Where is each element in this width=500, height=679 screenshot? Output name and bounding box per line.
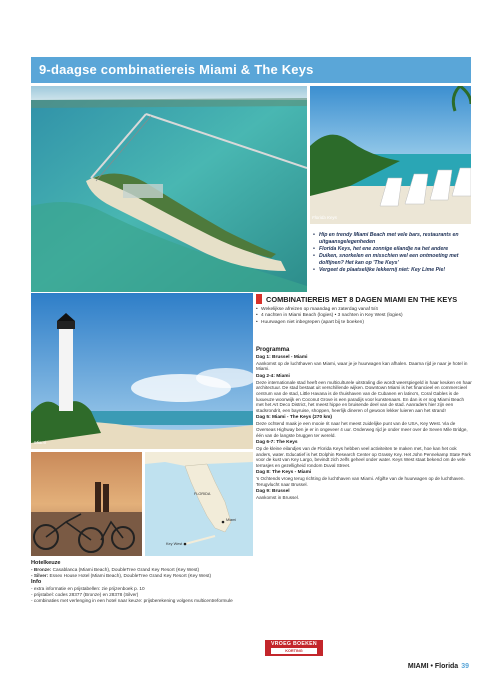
fact-item: • Huurwagen niet inbegrepen (apart bij te boeken) [256, 320, 470, 326]
day-title: Dag 2-4: Miami [256, 373, 290, 379]
bronze-label: - Bronze: [31, 567, 52, 572]
facts-list [256, 307, 470, 326]
page-footer [408, 663, 469, 670]
hotel-heading: Hotelkeuze [31, 560, 61, 566]
info-item: - combinaties met verlenging in een hotel naar keuze: prijsberekening volgens multicentreformule [31, 597, 233, 603]
fact-item: • 4 nachten in Miami Beach (logies) • 3 nachten in Key West (logies) [256, 313, 470, 319]
section-title: COMBINATIEREIS MET 8 DAGEN MIAMI EN THE KEYS [266, 294, 458, 304]
highlight-item: • Hip en trendy Miami Beach met vele bars, restaurants en uitgaansgelegenheden [313, 232, 471, 246]
day-item [256, 374, 472, 414]
day-text: 's Ochtends vroeg terug richting de luchthaven van Miami. Afgifte van de huurwagen op de luchthaven. Terugvlucht naar Brussel. [256, 476, 465, 488]
aerial-bridge-photo [31, 86, 307, 292]
fact-item: • Wekelijkse afreizen op maandag en zaterdag vanaf 5/4 [256, 307, 470, 313]
info-item: - extra informatie en prijstabellen: zie prijzenboek p. 10 [31, 585, 145, 591]
footer-text: MIAMI • Florida [407, 663, 459, 670]
highlight-item: • Duiken, snorkelen en misschien wel een ontmoeting met dolfijnen? Het kan op 'The Keys' [313, 253, 471, 267]
map-label-miami: Miami [226, 518, 237, 522]
day-title: Dag 8: The Keys - Miami [256, 470, 312, 476]
day-title: Dag 9: Brussel [256, 489, 290, 495]
day-item [256, 489, 472, 501]
day-title: Dag 1: Brussel - Miami [256, 354, 308, 360]
map-label-florida: FLORIDA [194, 492, 211, 496]
map-label-key-west: Key West [166, 542, 183, 546]
silver-text: Essex House Hotel (Miami Beach), DoubleTree Grand Key Resort (Key West) [49, 572, 212, 578]
day-text: Deze internationale stad heeft een multiculturele uitstraling die wordt weerspiegeld in haar keuken en haar architectuur. De stad bestaat uit verschillende wijken. Downtown Miami is het financieel en commercieel centrum van de stad, Little Havana is de thuishaven van de Cubanen en latino's, Coral Gables is de luxueuze woonwijk en Coconut Grove is een paradijs voor kunstenaars. En dan is er nog Miami Beach met het Art Deco District, het meest hippe en bruisende deel van de stad. Aanraders hier zijn een stadsrondrit, een bayruise, shoppen, heerlijk dineren of gewoon lekker luieren aan het strand! [256, 379, 472, 414]
day-title: Dag 5: Miami - The Keys (270 km) [256, 415, 332, 421]
miami-caption: Miami [34, 440, 46, 445]
hotel-section [31, 560, 271, 604]
day-item [256, 355, 472, 372]
badge-line1: VROEG BOEKEN [271, 641, 317, 647]
page-title: 9-daagse combinatiereis Miami & The Keys [39, 62, 314, 77]
info-item: - prijstabel: codes 28377 (Bronze) en 28378 (Silver) [31, 591, 139, 597]
florida-keys-caption: Florida Keys [312, 215, 338, 220]
silver-label: - Silver: [31, 572, 49, 578]
badge-line2: KORTING [271, 648, 317, 654]
title-bar [31, 57, 471, 83]
page-number: 39 [461, 663, 469, 670]
day-title: Dag 6-7: The Keys [256, 440, 298, 446]
day-text: Aankomst op de luchthaven van Miami, waar je je huurwagen kan afhalen. Daarna rijd je naar je hotel in Miami. [256, 360, 468, 372]
programma-heading: Programma [256, 347, 290, 353]
bikes-photo [31, 452, 142, 556]
day-item [256, 415, 472, 438]
day-item [256, 440, 472, 469]
programma-section [256, 347, 472, 503]
lighthouse-photo [31, 293, 253, 449]
beach-chairs-photo [310, 86, 471, 224]
day-item [256, 470, 472, 487]
early-booking-badge [265, 640, 323, 656]
info-heading: Info [31, 578, 42, 585]
section-header [256, 294, 457, 304]
highlight-item: • Vergeet de plaatselijke lekkernij niet: Key Lime Pie! [313, 267, 471, 274]
day-text: Deze ochtend maak je een mooie rit naar het meest zuidelijke punt van de USA, Key West. Via de Overseas Highway ben je er in ongeveer 4 uur. Onderweg rijd je onder meer over de Seven Mile Bridge, één van de langste bruggen ter wereld. [256, 421, 468, 438]
section-marker [256, 294, 262, 304]
highlight-item: • Florida Keys, het ene zonnige eilandje na het andere [313, 246, 471, 253]
florida-map [145, 452, 253, 556]
day-text: Op de kleine eilandjes van de Florida Keys hebben veel activiteiten te maken met, hoe kan het ook anders, water. Educatief is het Dolphin Research Center op Grassy Key. Het John Pennekamp State Park voor de kust van Key Largo, bevindt zich zelfs geheel onder water. Keys West staat bekend om de vele terrasjes en gezelligheid rondom Duval Street. [256, 446, 471, 469]
bronze-text: Casablanca (Miami Beach), DoubleTree Grand Key Resort (Key West) [52, 567, 200, 572]
day-text: Aankomst in Brussel. [256, 495, 300, 501]
highlights-list [313, 232, 471, 274]
